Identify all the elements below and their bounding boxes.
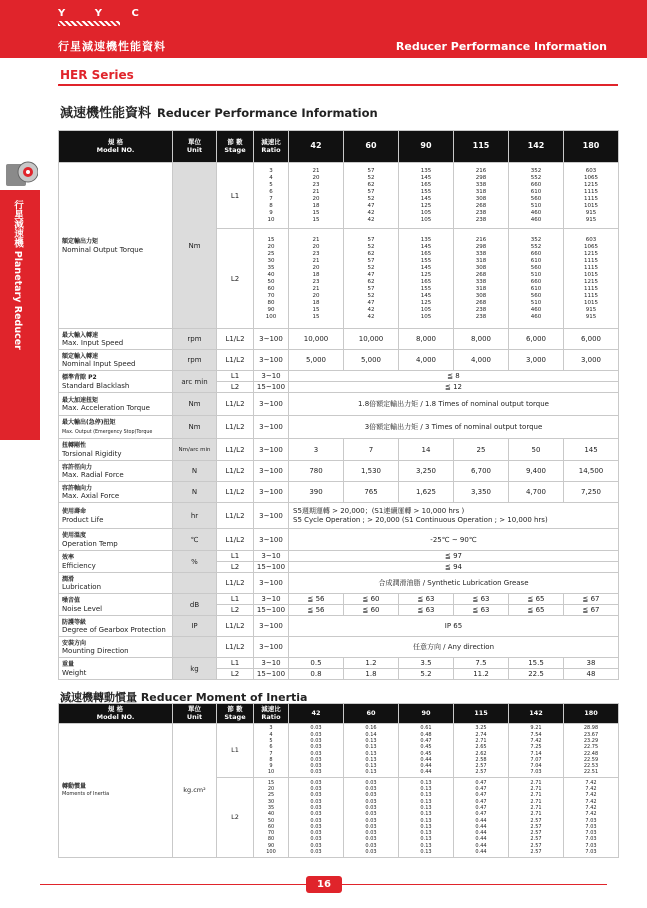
torque-l2-90: 135 145 165 155 145 125 165 155 145 125 105 105 [399,229,454,329]
inertia-l2-60: 0.03 0.03 0.03 0.03 0.03 0.03 0.03 0.03 0.03 0.03 0.03 0.03 [344,778,399,858]
rigid-60: 7 [344,439,399,461]
inertia-unit: kg.cm² [173,724,217,858]
weight-l2-142: 22.5 [509,669,564,680]
inertia-col-90: 90 [399,704,454,724]
inertia-label: 轉動慣量 Moments of Inertia [59,724,173,858]
nom-speed-42: 5,000 [289,350,344,371]
rigid-stage: L1/L2 [217,439,254,461]
weight-l1-115: 7.5 [454,658,509,669]
torque-l1-115: 216 298 338 318 308 268 238 238 [454,163,509,229]
inertia-l1-142: 9.21 7.54 7.42 7.25 7.14 7.07 7.04 7.03 [509,724,564,778]
weight-l1-142: 15.5 [509,658,564,669]
mount-stage: L1/L2 [217,637,254,658]
torque-label: 額定輸出力矩 Nominal Output Torque [59,163,173,329]
inertia-col-142: 142 [509,704,564,724]
accel-unit: Nm [173,393,217,416]
torque-l1-row [59,163,619,229]
backlash-label: 標準背隙 P2 Standard Blacklash [59,371,173,393]
rigid-ratio: 3~100 [254,439,289,461]
header-bar [0,0,647,58]
nom-speed-unit: rpm [173,350,217,371]
radial-180: 14,500 [564,461,619,482]
mount-row [59,637,619,658]
inertia-col-42: 42 [289,704,344,724]
inertia-col-ratio: 減速比 Ratio [254,704,289,724]
life-row [59,503,619,529]
nom-speed-stage: L1/L2 [217,350,254,371]
ip-stage: L1/L2 [217,616,254,637]
weight-stage-l1: L1 [217,658,254,669]
eff-value-l2: ≦ 94 [289,562,619,573]
life-unit: hr [173,503,217,529]
noise-l2-142: ≦ 65 [509,605,564,616]
nom-speed-ratio: 3~100 [254,350,289,371]
backlash-unit: arc min [173,371,217,393]
axial-label: 容許軸向力 Max. Axial Force [59,482,173,503]
max-speed-label: 最大輸入轉速 Max. Input Speed [59,329,173,350]
ip-unit: IP [173,616,217,637]
inertia-l1-row [59,724,619,778]
col-stage: 節 數 Stage [217,131,254,163]
ip-value: IP 65 [289,616,619,637]
section-title [60,102,378,121]
ip-row [59,616,619,637]
noise-unit: dB [173,594,217,616]
axial-row [59,482,619,503]
radial-115: 6,700 [454,461,509,482]
backlash-value-l1: ≦ 8 [289,371,619,382]
life-label: 使用壽命 Product Life [59,503,173,529]
weight-l2-90: 5.2 [399,669,454,680]
emerg-stage: L1/L2 [217,416,254,439]
noise-l1-row [59,594,619,605]
axial-stage: L1/L2 [217,482,254,503]
noise-l2-115: ≦ 63 [454,605,509,616]
torque-l2-ratios: 15 20 25 30 35 40 50 60 70 80 90 100 [254,229,289,329]
weight-l1-row [59,658,619,669]
weight-stage-l2: L2 [217,669,254,680]
inertia-l2-115: 0.47 0.47 0.47 0.47 0.47 0.47 0.44 0.44 0.44 0.44 0.44 0.44 [454,778,509,858]
emerg-label: 最大輸出(急停)扭矩 Max. Output (Emergency Stop)Torque [59,416,173,439]
torque-l1-180: 603 1065 1215 1115 1115 1015 915 915 [564,163,619,229]
noise-l1-115: ≦ 63 [454,594,509,605]
axial-unit: N [173,482,217,503]
reducer-product-icon [4,150,38,194]
weight-l1-42: 0.5 [289,658,344,669]
series-divider [58,84,618,86]
noise-label: 噪音值 Noise Level [59,594,173,616]
brand-logo: Y Y C [58,8,152,19]
torque-l1-142: 352 552 660 610 560 510 460 460 [509,163,564,229]
lub-unit [173,573,217,594]
weight-l2-42: 0.8 [289,669,344,680]
inertia-l1-115: 3.25 2.74 2.71 2.65 2.62 2.58 2.57 2.57 [454,724,509,778]
noise-l1-142: ≦ 65 [509,594,564,605]
inertia-l1-180: 28.98 23.67 23.29 22.75 22.48 22.59 22.53 22.51 [564,724,619,778]
rigid-label: 扭轉剛性 Torsional Rigidity [59,439,173,461]
nom-speed-row [59,350,619,371]
accel-ratio: 3~100 [254,393,289,416]
torque-l1-90: 135 145 165 155 145 125 105 105 [399,163,454,229]
col-size-142: 142 [509,131,564,163]
mount-unit [173,637,217,658]
max-speed-142: 6,000 [509,329,564,350]
torque-l1-42: 21 20 23 21 20 18 15 15 [289,163,344,229]
weight-l1-90: 3.5 [399,658,454,669]
accel-row [59,393,619,416]
torque-l1-ratios: 3 4 5 6 7 8 9 10 [254,163,289,229]
mount-value: 任意方向 / Any direction [289,637,619,658]
backlash-l1-row [59,371,619,382]
torque-unit: Nm [173,163,217,329]
accel-stage: L1/L2 [217,393,254,416]
noise-l2-42: ≦ 56 [289,605,344,616]
page-number: 16 [306,876,342,893]
eff-unit: % [173,551,217,573]
axial-180: 7,250 [564,482,619,503]
section-title-cn: 減速機性能資料 [60,106,152,121]
temp-ratio: 3~100 [254,529,289,551]
noise-l1-60: ≦ 60 [344,594,399,605]
ip-ratio: 3~100 [254,616,289,637]
inertia-l1-90: 0.61 0.48 0.47 0.45 0.45 0.44 0.44 0.44 [399,724,454,778]
inertia-col-unit: 單位 Unit [173,704,217,724]
eff-value-l1: ≦ 97 [289,551,619,562]
weight-l2-180: 48 [564,669,619,680]
lub-value: 合成潤滑油脂 / Synthetic Lubrication Grease [289,573,619,594]
max-speed-115: 8,000 [454,329,509,350]
logo-zigzag-icon [58,21,120,26]
inertia-stage-l2: L2 [217,778,254,858]
max-speed-60: 10,000 [344,329,399,350]
max-speed-180: 6,000 [564,329,619,350]
radial-142: 9,400 [509,461,564,482]
max-speed-row [59,329,619,350]
lub-stage: L1/L2 [217,573,254,594]
torque-l1-60: 57 52 62 57 52 47 42 42 [344,163,399,229]
rigid-180: 145 [564,439,619,461]
inertia-col-180: 180 [564,704,619,724]
nom-speed-180: 3,000 [564,350,619,371]
backlash-stage-l2: L2 [217,382,254,393]
ip-label: 防護等級 Degree of Gearbox Protection [59,616,173,637]
inertia-table [58,703,619,858]
torque-stage-l1: L1 [217,163,254,229]
weight-ratio-l2: 15~100 [254,669,289,680]
section-title-en: Reducer Performance Information [157,106,378,120]
weight-label: 重量 Weight [59,658,173,680]
temp-value: -25℃ ~ 90℃ [289,529,619,551]
torque-l2-42: 21 20 23 21 20 18 23 21 20 18 15 15 [289,229,344,329]
lub-label: 潤滑 Lubrication [59,573,173,594]
lub-ratio: 3~100 [254,573,289,594]
torque-l2-142: 352 552 660 610 560 510 660 610 560 510 460 460 [509,229,564,329]
col-size-42: 42 [289,131,344,163]
radial-60: 1,530 [344,461,399,482]
radial-ratio: 3~100 [254,461,289,482]
col-size-60: 60 [344,131,399,163]
weight-unit: kg [173,658,217,680]
noise-l1-90: ≦ 63 [399,594,454,605]
noise-ratio-l2: 15~100 [254,605,289,616]
emerg-value: 3倍額定輸出力矩 / 3 Times of nominal output torque [289,416,619,439]
axial-ratio: 3~100 [254,482,289,503]
performance-table [58,130,619,680]
weight-l1-60: 1.2 [344,658,399,669]
radial-42: 780 [289,461,344,482]
eff-l1-row [59,551,619,562]
mount-label: 安裝方向 Mounting Direction [59,637,173,658]
side-tab-label: 行星減速機 Planetary Reducer [12,200,23,350]
backlash-value-l2: ≦ 12 [289,382,619,393]
noise-ratio-l1: 3~10 [254,594,289,605]
inertia-col-model: 規 格 Model NO. [59,704,173,724]
inertia-l1-42: 0.03 0.03 0.03 0.03 0.03 0.03 0.03 0.03 [289,724,344,778]
radial-unit: N [173,461,217,482]
backlash-stage-l1: L1 [217,371,254,382]
accel-label: 最大加速扭矩 Max. Acceleration Torque [59,393,173,416]
max-speed-ratio: 3~100 [254,329,289,350]
eff-stage-l2: L2 [217,562,254,573]
nom-speed-115: 4,000 [454,350,509,371]
radial-90: 3,250 [399,461,454,482]
backlash-ratio-l2: 15~100 [254,382,289,393]
rigid-42: 3 [289,439,344,461]
inertia-stage-l1: L1 [217,724,254,778]
header-title-cn: 行星減速機性能資料 [58,40,166,53]
life-value: S5週期運轉 > 20,000；(S1連續運轉 > 10,000 hrs ) S5 Cycle Operation ; > 20,000 (S1 Continuous Operation ; > 10,000 hrs) [289,503,619,529]
col-model: 規 格 Model NO. [59,131,173,163]
inertia-col-115: 115 [454,704,509,724]
header-title-en: Reducer Performance Information [395,40,607,53]
radial-stage: L1/L2 [217,461,254,482]
max-speed-90: 8,000 [399,329,454,350]
table-header-row [59,131,619,163]
temp-unit: ℃ [173,529,217,551]
axial-42: 390 [289,482,344,503]
col-size-180: 180 [564,131,619,163]
axial-142: 4,700 [509,482,564,503]
series-title: HER Series [60,68,134,82]
eff-ratio-l2: 15~100 [254,562,289,573]
inertia-l1-60: 0.16 0.14 0.13 0.13 0.13 0.13 0.13 0.13 [344,724,399,778]
torque-l2-180: 603 1065 1215 1115 1115 1015 1215 1115 1115 1015 915 915 [564,229,619,329]
temp-row [59,529,619,551]
mount-ratio: 3~100 [254,637,289,658]
lub-row [59,573,619,594]
torque-stage-l2: L2 [217,229,254,329]
inertia-l2-142: 2.71 2.71 2.71 2.71 2.71 2.71 2.57 2.57 2.57 2.57 2.57 2.57 [509,778,564,858]
weight-l2-60: 1.8 [344,669,399,680]
inertia-l1-ratios: 3 4 5 6 7 8 9 10 [254,724,289,778]
eff-label: 效率 Efficiency [59,551,173,573]
col-size-90: 90 [399,131,454,163]
inertia-l2-90: 0.13 0.13 0.13 0.13 0.13 0.13 0.13 0.13 0.13 0.13 0.13 0.13 [399,778,454,858]
rigid-unit: Nm/arc min [173,439,217,461]
rigid-115: 25 [454,439,509,461]
inertia-l2-ratios: 15 20 25 30 35 40 50 60 70 80 90 100 [254,778,289,858]
rigid-row [59,439,619,461]
nom-speed-142: 3,000 [509,350,564,371]
life-stage: L1/L2 [217,503,254,529]
inertia-section-title: 減速機轉動慣量 Reducer Moment of Inertia [60,691,308,704]
weight-ratio-l1: 3~10 [254,658,289,669]
axial-60: 765 [344,482,399,503]
inertia-col-60: 60 [344,704,399,724]
col-ratio: 減速比 Ratio [254,131,289,163]
temp-label: 使用溫度 Operation Temp [59,529,173,551]
max-speed-unit: rpm [173,329,217,350]
radial-label: 容許徑向力 Max. Radial Force [59,461,173,482]
inertia-l2-180: 7.42 7.42 7.42 7.42 7.42 7.42 7.03 7.03 7.03 7.03 7.03 7.03 [564,778,619,858]
nom-speed-label: 額定輸入轉速 Nominal Input Speed [59,350,173,371]
torque-l2-60: 57 52 62 57 52 47 62 57 52 47 42 42 [344,229,399,329]
radial-row [59,461,619,482]
inertia-col-stage: 節 數 Stage [217,704,254,724]
emerg-row [59,416,619,439]
weight-l2-115: 11.2 [454,669,509,680]
torque-l2-115: 216 298 338 318 308 268 338 318 308 268 238 238 [454,229,509,329]
backlash-ratio-l1: 3~10 [254,371,289,382]
axial-115: 3,350 [454,482,509,503]
eff-ratio-l1: 3~10 [254,551,289,562]
noise-l2-180: ≦ 67 [564,605,619,616]
max-speed-42: 10,000 [289,329,344,350]
col-unit: 單位 Unit [173,131,217,163]
nom-speed-60: 5,000 [344,350,399,371]
noise-stage-l2: L2 [217,605,254,616]
noise-l2-60: ≦ 60 [344,605,399,616]
weight-l1-180: 38 [564,658,619,669]
temp-stage: L1/L2 [217,529,254,551]
col-size-115: 115 [454,131,509,163]
rigid-142: 50 [509,439,564,461]
eff-stage-l1: L1 [217,551,254,562]
life-ratio: 3~100 [254,503,289,529]
emerg-unit: Nm [173,416,217,439]
nom-speed-90: 4,000 [399,350,454,371]
noise-stage-l1: L1 [217,594,254,605]
inertia-header-row [59,704,619,724]
axial-90: 1,625 [399,482,454,503]
accel-value: 1.8倍額定輸出力矩 / 1.8 Times of nominal output torque [289,393,619,416]
inertia-l2-42: 0.03 0.03 0.03 0.03 0.03 0.03 0.03 0.03 0.03 0.03 0.03 0.03 [289,778,344,858]
emerg-ratio: 3~100 [254,416,289,439]
noise-l2-90: ≦ 63 [399,605,454,616]
max-speed-stage: L1/L2 [217,329,254,350]
noise-l1-180: ≦ 67 [564,594,619,605]
rigid-90: 14 [399,439,454,461]
noise-l1-42: ≦ 56 [289,594,344,605]
